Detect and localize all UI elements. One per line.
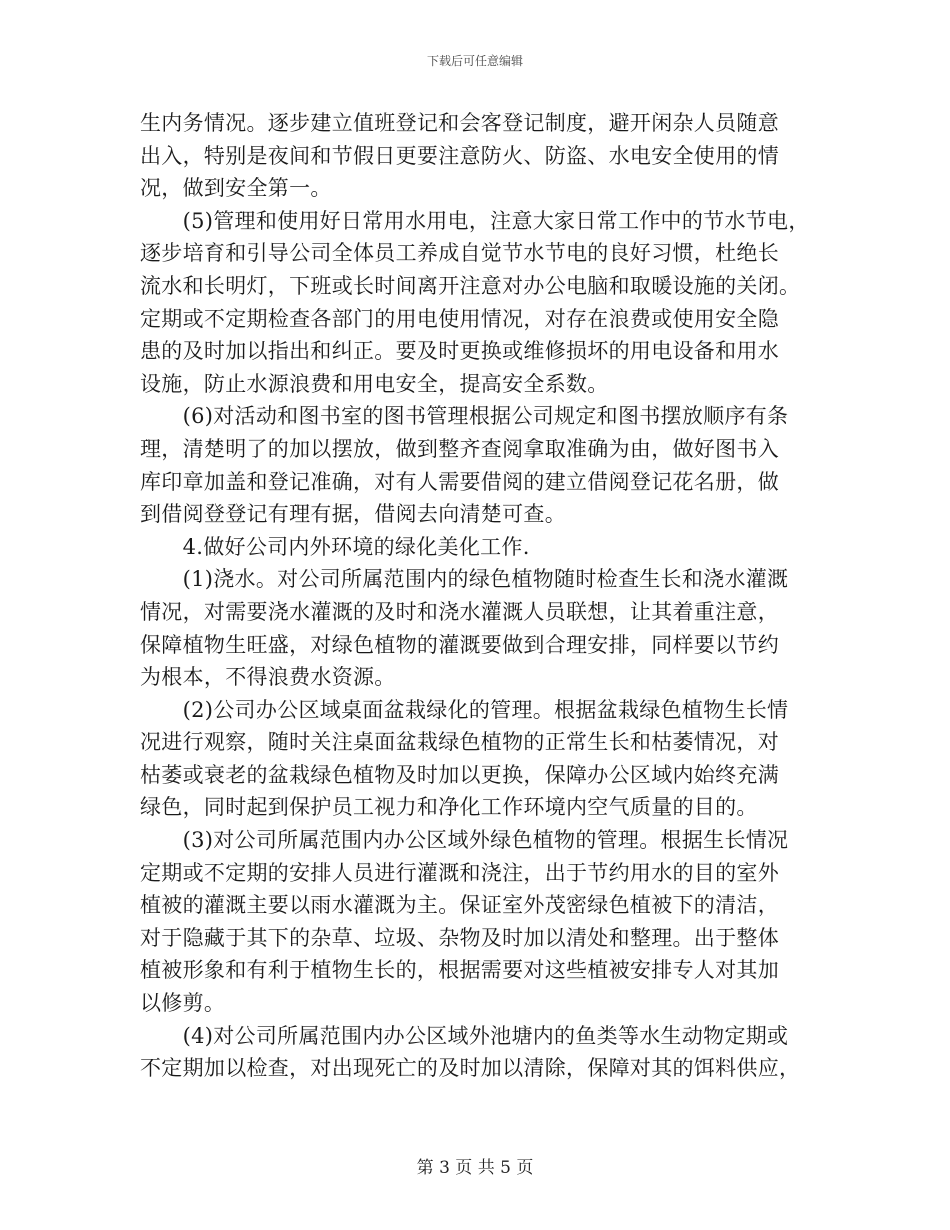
text-line: 枯萎或衰老的盆栽绿色植物及时加以更换，保障办公区域内始终充满 [140,762,779,787]
text-line: 库印章加盖和登记准确，对有人需要借阅的建立借阅登记花名册，做 [140,469,779,494]
text-line: 定期或不定期检查各部门的用电使用情况，对存在浪费或使用安全隐 [140,306,779,331]
text-line: 况进行观察，随时关注桌面盆栽绿色植物的正常生长和枯萎情况，对 [140,730,779,755]
page-number: 第 3 页 共 5 页 [416,1158,534,1178]
text-line: 出入，特别是夜间和节假日更要注意防火、防盗、水电安全使用的情 [140,143,779,168]
text-line: 植被的灌溉主要以雨水灌溉为主。保证室外茂密绿色植被下的清洁， [140,893,779,918]
text-line: 以修剪。 [140,991,226,1016]
text-line: (2)公司办公区域桌面盆栽绿化的管理。根据盆栽绿色植物生长情 [140,697,789,722]
text-line: 患的及时加以指出和纠正。要及时更换或维修损坏的用电设备和用水 [140,339,779,364]
text-line: 理，清楚明了的加以摆放，做到整齐查阅拿取准确为由，做好图书入 [140,436,779,461]
text-line: (4)对公司所属范围内办公区域外池塘内的鱼类等水生动物定期或 [140,1023,789,1048]
text-line: 植被形象和有利于植物生长的，根据需要对这些植被安排专人对其加 [140,958,779,983]
text-line: (1)浇水。对公司所属范围内的绿色植物随时检查生长和浇水灌溉 [140,567,789,592]
document-body [140,107,820,1085]
text-line: (5)管理和使用好日常用水用电，注意大家日常工作中的节水节电， [140,208,810,233]
text-line: 保障植物生旺盛，对绿色植物的灌溉要做到合理安排，同样要以节约 [140,632,779,657]
text-line: 绿色，同时起到保护员工视力和净化工作环境内空气质量的目的。 [140,795,758,820]
text-line: 定期或不定期的安排人员进行灌溉和浇注，出于节约用水的目的室外 [140,860,779,885]
text-line: 不定期加以检查，对出现死亡的及时加以清除，保障对其的饵料供应， [140,1056,801,1081]
text-line: 为根本，不得浪费水资源。 [140,665,396,690]
text-line: 设施，防止水源浪费和用电安全，提高安全系数。 [140,371,609,396]
section-heading: 4.做好公司内外环境的绿化美化工作. [140,534,530,559]
text-line: 况，做到安全第一。 [140,176,332,201]
text-line: 逐步培育和引导公司全体员工养成自觉节水节电的良好习惯，杜绝长 [140,241,779,266]
text-line: (6)对活动和图书室的图书管理根据公司规定和图书摆放顺序有条 [140,404,789,429]
page-header: 下载后可任意编辑 [426,54,523,68]
text-line: 情况，对需要浇水灌溉的及时和浇水灌溉人员联想，让其着重注意， [140,599,779,624]
text-line: 流水和长明灯，下班或长时间离开注意对办公电脑和取暖设施的关闭。 [140,273,801,298]
text-line: (3)对公司所属范围内办公区域外绿色植物的管理。根据生长情况 [140,828,789,853]
text-line: 到借阅登登记有理有据，借阅去向清楚可查。 [140,502,566,527]
text-line: 生内务情况。逐步建立值班登记和会客登记制度，避开闲杂人员随意 [140,111,779,135]
text-line: 对于隐藏于其下的杂草、垃圾、杂物及时加以清处和整理。出于整体 [140,925,779,950]
